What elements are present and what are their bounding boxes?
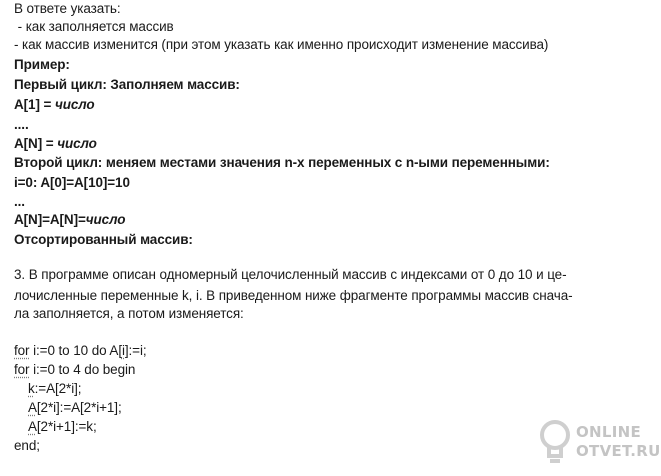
example-a1-line [14,96,95,114]
example-aN-swap-line [14,211,125,229]
example-second-cycle: Второй цикл: меняем местами значения n-х переменных с n-ыми переменными: [14,155,550,170]
example-i0-line: i=0: A[0]=A[10]=10 [14,175,130,190]
lightbulb-icon [538,418,572,468]
code-line-2: for i:=0 to 4 do begin [14,362,136,377]
example-dots-4: .... [14,117,29,132]
keyword-for: for [14,343,30,358]
instruction-item-change: - как массив изменится (при этом указать как именно происходит изменение массива) [14,37,549,52]
array-A: A [28,419,37,434]
keyword-for: for [14,362,30,377]
example-dots-3: ... [14,194,25,209]
code-line-3: k:=A[2*i]; [28,381,82,396]
aN-swap-prefix: A[N]=A[N]= [14,212,86,227]
code-line-1: for i:=0 to 10 do A[i]:=i; [14,343,147,358]
problem-line-1: 3. В программе описан одномерный целочисленный массив с индексами от 0 до 10 и це- [14,267,567,282]
number-word: число [57,136,97,151]
var-k: k [28,381,35,396]
aN-prefix: A[N] = [14,136,58,151]
code-line-5: A[2*i+1]:=k; [28,419,97,434]
code-line-6: end; [14,438,40,453]
example-aN-line [14,135,97,153]
watermark-line-2: OTVET.RU [576,442,661,460]
site-watermark [536,416,661,470]
problem-line-2: лочисленные переменные k, i. В приведенном ниже фрагменте программы массив снача- [14,288,573,303]
problem-line-3: ла заполняется, а потом изменяется: [14,306,244,321]
index-var: i [121,343,125,358]
watermark-line-1: ONLINE [576,423,642,441]
example-sorted: Отсортированный массив: [14,232,193,247]
watermark-text [576,423,661,461]
number-word: число [54,97,95,112]
number-word: число [85,212,126,227]
array-A: A [28,400,37,415]
instruction-heading: В ответе указать: [14,1,121,16]
example-first-cycle: Первый цикл: Заполняем массив: [14,77,240,92]
a1-prefix: A[1] = [14,97,55,112]
example-title: Пример: [14,57,70,72]
code-line-4: A[2*i]:=A[2*i+1]; [28,400,122,415]
instruction-item-fill: - как заполняется массив [14,19,174,34]
